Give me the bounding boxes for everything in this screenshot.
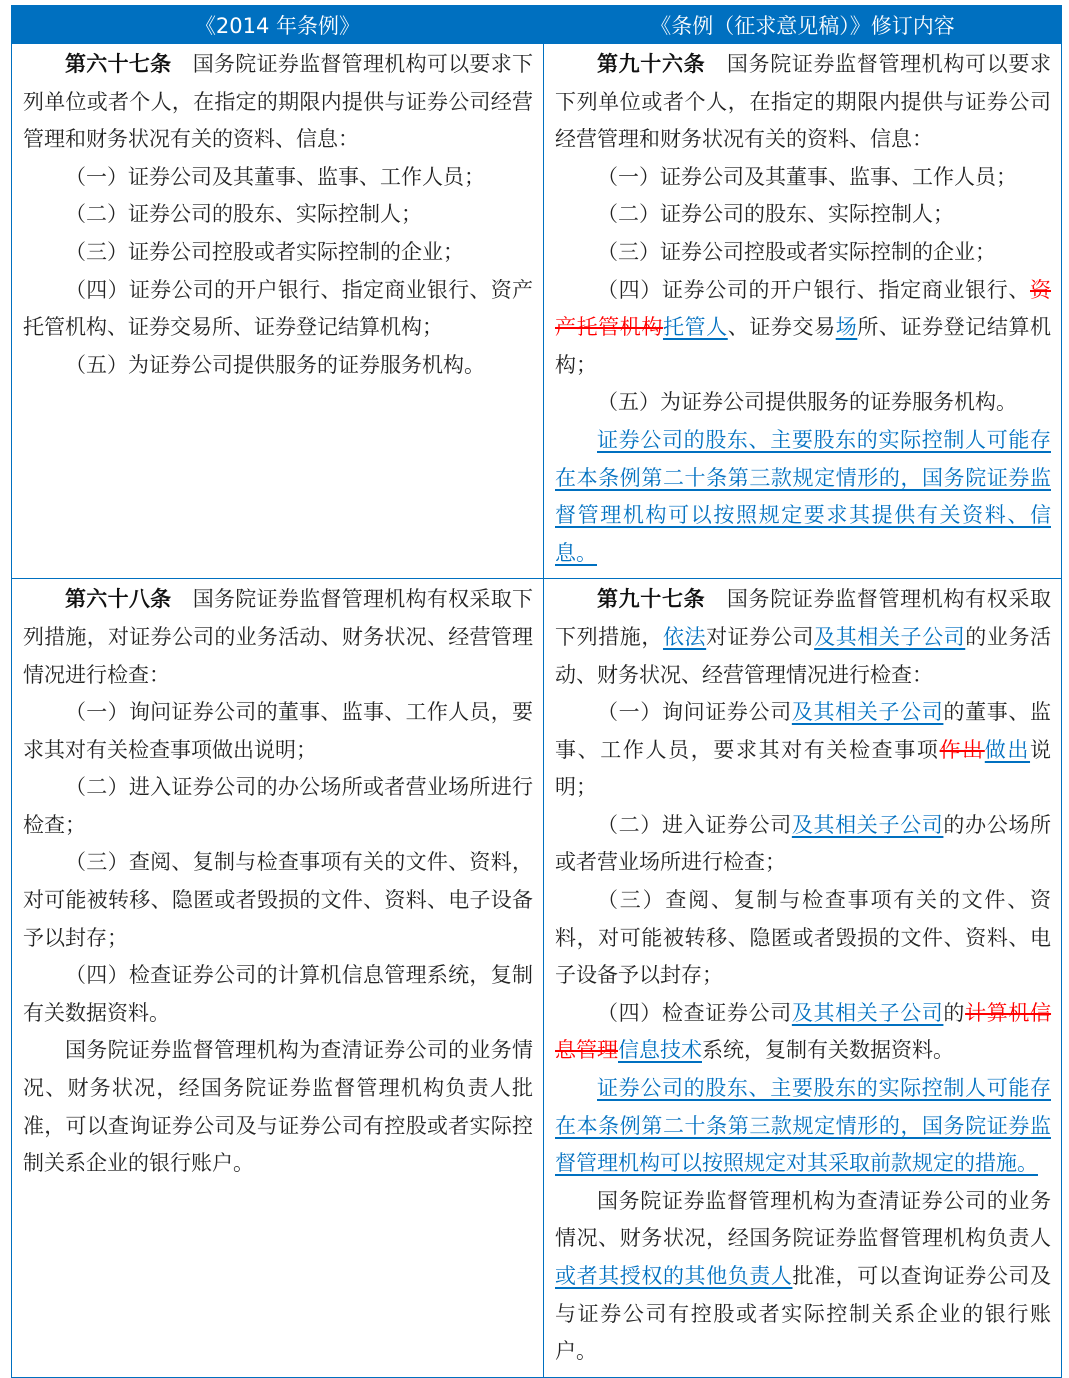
text-segment: （二）证券公司的股东、实际控制人； bbox=[65, 202, 422, 227]
paragraph bbox=[23, 769, 533, 844]
text-segment: （三）查阅、复制与检查事项有关的文件、资料，对可能被转移、隐匿或者毁损的文件、资料、电子设备予以封存； bbox=[555, 888, 1051, 988]
paragraph bbox=[555, 234, 1051, 272]
text-segment: （四）证券公司的开户银行、指定商业银行、 bbox=[597, 277, 1030, 302]
paragraph bbox=[555, 159, 1051, 197]
paragraph bbox=[555, 807, 1051, 882]
text-segment: （四）检查证券公司 bbox=[597, 1000, 792, 1025]
paragraph bbox=[555, 694, 1051, 807]
header-draft-revision: 《条例（征求意见稿）》修订内容 bbox=[544, 6, 1062, 44]
text-segment: （三）证券公司控股或者实际控制的企业； bbox=[597, 239, 996, 264]
paragraph bbox=[23, 272, 533, 347]
text-segment: 系统，复制有关数据资料。 bbox=[702, 1038, 954, 1063]
text-segment: 国务院证券监督管理机构为查清证券公司的业务情况、财务状况，经国务院证券监督管理机构负责人批准，可以查询证券公司及与证券公司有控股或者实际控制关系企业的银行账户。 bbox=[23, 1038, 533, 1176]
text-segment: 所、证券登记结算机构； bbox=[555, 315, 1052, 377]
comparison-table bbox=[11, 5, 1062, 1378]
text-segment: 的业务活动、财务状况、经营管理情况进行检查： bbox=[555, 624, 1052, 687]
article-row bbox=[12, 44, 1062, 579]
text-segment: 的 bbox=[943, 1000, 966, 1025]
inserted-text: 及其相关子公司 bbox=[814, 624, 966, 649]
text-segment: 国务院证券监督管理机构为查清证券公司的业务情况、财务状况，经国务院证券监督管理机构负责人 bbox=[555, 1188, 1051, 1251]
paragraph bbox=[555, 1070, 1051, 1183]
paragraph bbox=[23, 234, 533, 272]
text-segment: 的董事、监事、工作人员，要求其对有关检查事项 bbox=[555, 700, 1052, 762]
inserted-text: 信息技术 bbox=[618, 1038, 702, 1063]
paragraph bbox=[555, 46, 1051, 159]
text-segment: 国务院证券监督管理机构有权采取下列措施， bbox=[555, 587, 1051, 649]
text-segment: （二）证券公司的股东、实际控制人； bbox=[597, 202, 954, 227]
header-2014-regulation: 《2014 年条例》 bbox=[12, 6, 544, 44]
paragraph bbox=[23, 196, 533, 234]
text-segment: 对证券公司 bbox=[706, 624, 815, 649]
paragraph bbox=[555, 422, 1051, 572]
inserted-text: 及其相关子公司 bbox=[791, 1000, 944, 1025]
inserted-text: 证券公司的股东、主要股东的实际控制人可能存在本条例第二十条第三款规定情形的，国务院证券监督管理机构可以按照规定对其采取前款规定的措施。 bbox=[555, 1076, 1051, 1176]
article-row bbox=[12, 579, 1062, 1377]
text-segment: 国务院证券监督管理机构可以要求下列单位或者个人，在指定的期限内提供与证券公司经营管理和财务状况有关的资料、信息： bbox=[23, 52, 534, 152]
article-number: 第六十七条 bbox=[65, 52, 172, 76]
text-segment: 说明； bbox=[555, 737, 1052, 800]
paragraph bbox=[23, 957, 533, 1032]
old-article-cell bbox=[12, 579, 544, 1377]
text-segment: （一）证券公司及其董事、监事、工作人员； bbox=[597, 164, 1017, 189]
text-segment: （二）进入证券公司 bbox=[597, 812, 792, 837]
text-segment: （五）为证券公司提供服务的证券服务机构。 bbox=[65, 352, 485, 377]
article-number: 第九十七条 bbox=[597, 587, 706, 612]
paragraph bbox=[23, 694, 533, 769]
paragraph bbox=[555, 384, 1051, 422]
paragraph bbox=[23, 347, 533, 385]
article-number: 第六十八条 bbox=[65, 587, 172, 612]
paragraph bbox=[23, 46, 533, 159]
text-segment: （二）进入证券公司的办公场所或者营业场所进行检查； bbox=[23, 775, 533, 837]
text-segment: 批准，可以查询证券公司及与证券公司有控股或者实际控制关系企业的银行账户。 bbox=[555, 1264, 1051, 1364]
inserted-text: 或者其授权的其他负责人 bbox=[555, 1264, 793, 1288]
paragraph bbox=[555, 272, 1051, 385]
paragraph bbox=[23, 844, 533, 957]
deleted-text: 资产托管机构 bbox=[555, 277, 1051, 340]
deleted-text: 作出 bbox=[939, 737, 985, 762]
inserted-text: 证券公司的股东、主要股东的实际控制人可能存在本条例第二十条第三款规定情形的，国务院证券监督管理机构可以按照规定要求其提供有关资料、信息。 bbox=[555, 427, 1051, 565]
text-segment: 国务院证券监督管理机构可以要求下列单位或者个人，在指定的期限内提供与证券公司经营管理和财务状况有关的资料、信息： bbox=[555, 52, 1051, 152]
paragraph bbox=[23, 159, 533, 197]
inserted-text: 做出 bbox=[984, 737, 1031, 762]
text-segment: （五）为证券公司提供服务的证券服务机构。 bbox=[597, 390, 1017, 415]
article-number: 第九十六条 bbox=[597, 52, 706, 76]
paragraph bbox=[555, 196, 1051, 234]
text-segment: （三）查阅、复制与检查事项有关的文件、资料，对可能被转移、隐匿或者毁损的文件、资料、电子设备予以封存； bbox=[23, 850, 533, 950]
text-segment: （四）证券公司的开户银行、指定商业银行、资产托管机构、证券交易所、证券登记结算机构； bbox=[23, 277, 533, 340]
paragraph bbox=[555, 581, 1051, 694]
revised-article-cell bbox=[544, 44, 1062, 579]
paragraph bbox=[555, 995, 1051, 1070]
deleted-text: 计算机信息管理 bbox=[555, 1000, 1052, 1063]
text-segment: （三）证券公司控股或者实际控制的企业； bbox=[65, 239, 464, 264]
text-segment: （四）检查证券公司的计算机信息管理系统，复制有关数据资料。 bbox=[23, 963, 533, 1025]
inserted-text: 及其相关子公司 bbox=[791, 700, 944, 725]
paragraph bbox=[23, 1032, 533, 1182]
paragraph bbox=[555, 882, 1051, 995]
text-segment: （一）证券公司及其董事、监事、工作人员； bbox=[65, 164, 485, 189]
inserted-text: 场 bbox=[835, 315, 858, 340]
inserted-text: 及其相关子公司 bbox=[791, 812, 944, 837]
text-segment: 国务院证券监督管理机构有权采取下列措施，对证券公司的业务活动、财务状况、经营管理情况进行检查： bbox=[23, 587, 534, 687]
revised-article-cell bbox=[544, 579, 1062, 1377]
paragraph bbox=[555, 1183, 1051, 1371]
text-segment: （一）询问证券公司 bbox=[597, 700, 792, 725]
text-segment: 、证券交易 bbox=[727, 315, 836, 340]
inserted-text: 依法 bbox=[662, 624, 707, 649]
text-segment: （一）询问证券公司的董事、监事、工作人员，要求其对有关检查事项做出说明； bbox=[23, 700, 533, 762]
paragraph bbox=[23, 581, 533, 694]
header-row bbox=[12, 6, 1062, 44]
old-article-cell bbox=[12, 44, 544, 579]
inserted-text: 托管人 bbox=[662, 315, 728, 340]
text-segment: 的办公场所或者营业场所进行检查； bbox=[555, 812, 1052, 875]
